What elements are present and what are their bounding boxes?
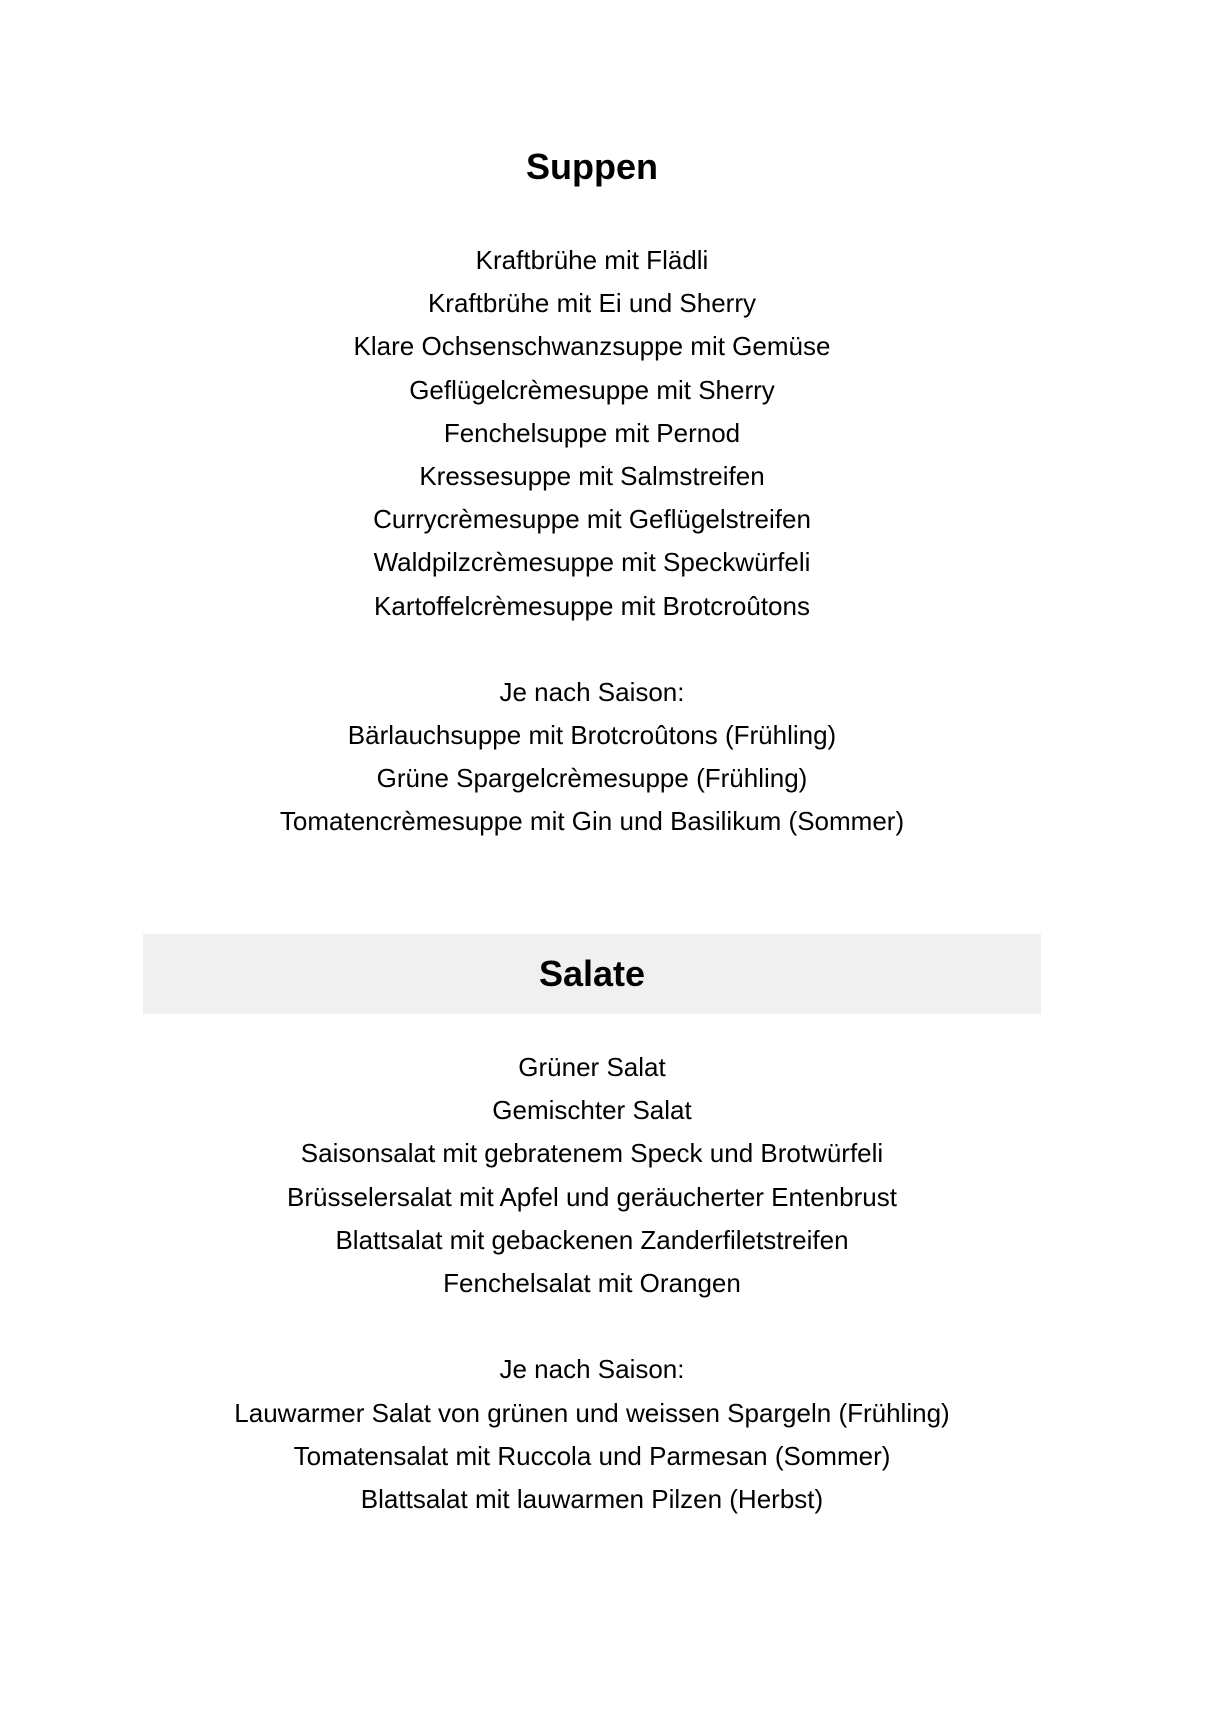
list-item: Klare Ochsenschwanzsuppe mit Gemüse (353, 331, 831, 362)
suppen-items-list (143, 239, 1041, 628)
section-salate (143, 934, 1041, 1521)
list-item: Blattsalat mit gebackenen Zanderfiletstreifen (335, 1224, 849, 1255)
section-title-suppen: Suppen (526, 146, 658, 187)
list-item: Geflügelcrèmesuppe mit Sherry (409, 374, 775, 405)
list-item: Fenchelsuppe mit Pernod (443, 417, 741, 448)
list-item: Bärlauchsuppe mit Brotcroûtons (Frühling) (347, 720, 837, 751)
section-title-salate: Salate (143, 934, 1041, 1014)
list-item: Kraftbrühe mit Ei und Sherry (427, 288, 757, 319)
list-item: Grüne Spargelcrèmesuppe (Frühling) (376, 763, 808, 794)
spacer (143, 1305, 1041, 1348)
list-item: Gemischter Salat (492, 1095, 692, 1126)
list-item: Brüsselersalat mit Apfel und geräucherter Entenbrust (287, 1181, 897, 1212)
list-item: Kraftbrühe mit Flädli (475, 245, 709, 275)
spacer (143, 628, 1041, 671)
list-item: Saisonsalat mit gebratenem Speck und Brotwürfeli (300, 1138, 884, 1169)
list-item: Waldpilzcrèmesuppe mit Speckwürfeli (373, 547, 811, 578)
section-suppen (143, 127, 1041, 844)
list-item: Tomatencrèmesuppe mit Gin und Basilikum (Sommer) (279, 806, 905, 837)
list-item: Tomatensalat mit Ruccola und Parmesan (Sommer) (293, 1440, 891, 1471)
list-item: Kressesuppe mit Salmstreifen (419, 460, 765, 491)
list-item: Lauwarmer Salat von grünen und weissen Spargeln (Frühling) (234, 1397, 950, 1428)
seasonal-label: Je nach Saison: (499, 676, 685, 707)
suppen-seasonal-list (143, 671, 1041, 844)
salate-seasonal-list (143, 1348, 1041, 1521)
list-item: Blattsalat mit lauwarmen Pilzen (Herbst) (360, 1483, 824, 1514)
salate-items-list (143, 1046, 1041, 1305)
list-item: Kartoffelcrèmesuppe mit Brotcroûtons (374, 590, 810, 621)
seasonal-label: Je nach Saison: (499, 1354, 685, 1385)
list-item: Currycrèmesuppe mit Geflügelstreifen (373, 504, 811, 535)
list-item: Fenchelsalat mit Orangen (443, 1267, 741, 1298)
list-item: Grüner Salat (518, 1052, 666, 1082)
